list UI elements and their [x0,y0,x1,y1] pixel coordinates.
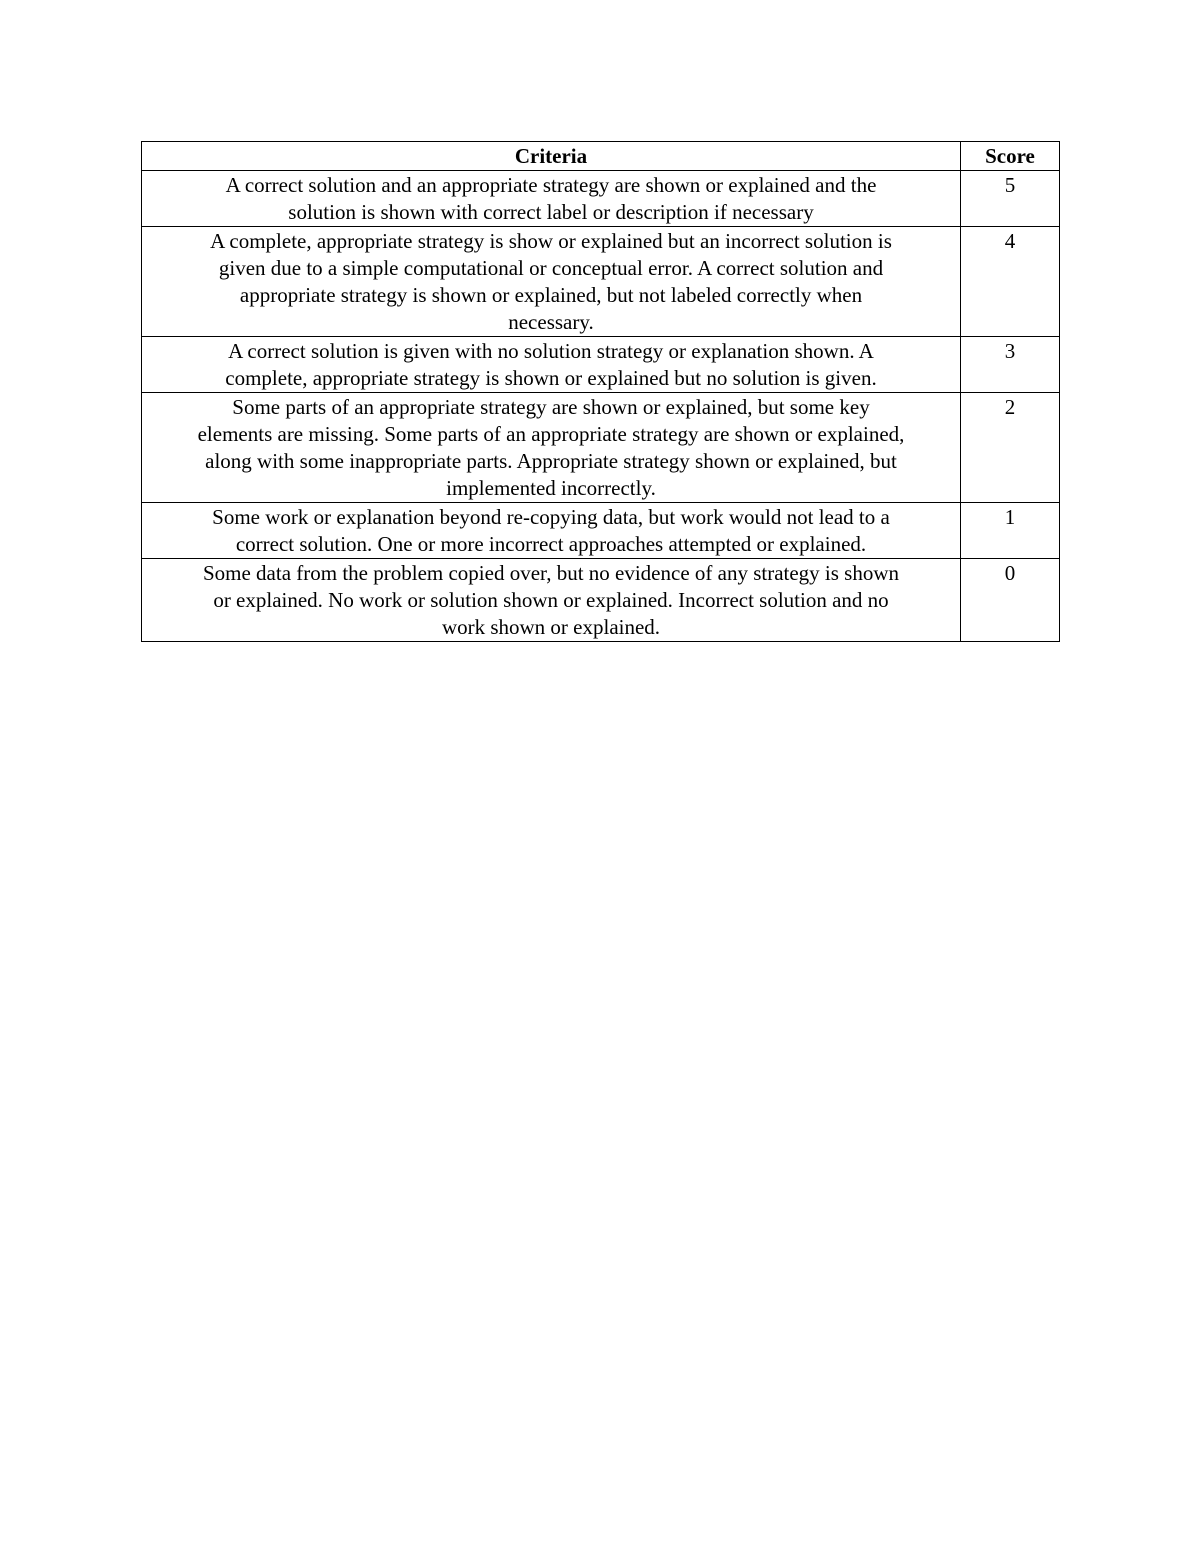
table-row [142,227,1060,337]
table-row [142,559,1060,642]
criteria-line: Some parts of an appropriate strategy are shown or explained, but some key [232,395,870,419]
criteria-line: A correct solution and an appropriate strategy are shown or explained and the [225,173,877,197]
criteria-line: Some data from the problem copied over, but no evidence of any strategy is shown [202,561,900,585]
criteria-line: implemented incorrectly. [446,476,656,500]
criteria-line: along with some inappropriate parts. Appropriate strategy shown or explained, but [205,449,897,473]
criteria-line: A correct solution is given with no solution strategy or explanation shown. A [228,339,874,363]
score-cell: 5 [961,171,1060,227]
table-row [142,337,1060,393]
table-row [142,171,1060,227]
criteria-cell [142,227,961,337]
score-cell: 0 [961,559,1060,642]
criteria-line: elements are missing. Some parts of an appropriate strategy are shown or explained, [197,422,905,446]
criteria-line: solution is shown with correct label or description if necessary [288,200,814,224]
criteria-line: Some work or explanation beyond re-copying data, but work would not lead to a [212,505,890,529]
rubric-table [141,141,1060,642]
score-cell: 1 [961,503,1060,559]
score-cell: 4 [961,227,1060,337]
criteria-line: necessary. [508,310,594,334]
criteria-line: appropriate strategy is shown or explained, but not labeled correctly when [239,283,863,307]
criteria-cell [142,503,961,559]
score-header: Score [961,142,1060,171]
table-row [142,503,1060,559]
criteria-line: given due to a simple computational or conceptual error. A correct solution and [218,256,884,280]
criteria-cell [142,337,961,393]
criteria-line: correct solution. One or more incorrect approaches attempted or explained. [235,532,867,556]
criteria-line: complete, appropriate strategy is shown or explained but no solution is given. [225,366,877,390]
criteria-cell [142,171,961,227]
table-row [142,393,1060,503]
criteria-line: or explained. No work or solution shown or explained. Incorrect solution and no [213,588,889,612]
criteria-header: Criteria [142,142,961,171]
criteria-line: A complete, appropriate strategy is show or explained but an incorrect solution is [210,229,892,253]
criteria-cell [142,559,961,642]
criteria-cell [142,393,961,503]
header-row [142,142,1060,171]
criteria-line: work shown or explained. [441,615,661,639]
score-cell: 2 [961,393,1060,503]
score-cell: 3 [961,337,1060,393]
